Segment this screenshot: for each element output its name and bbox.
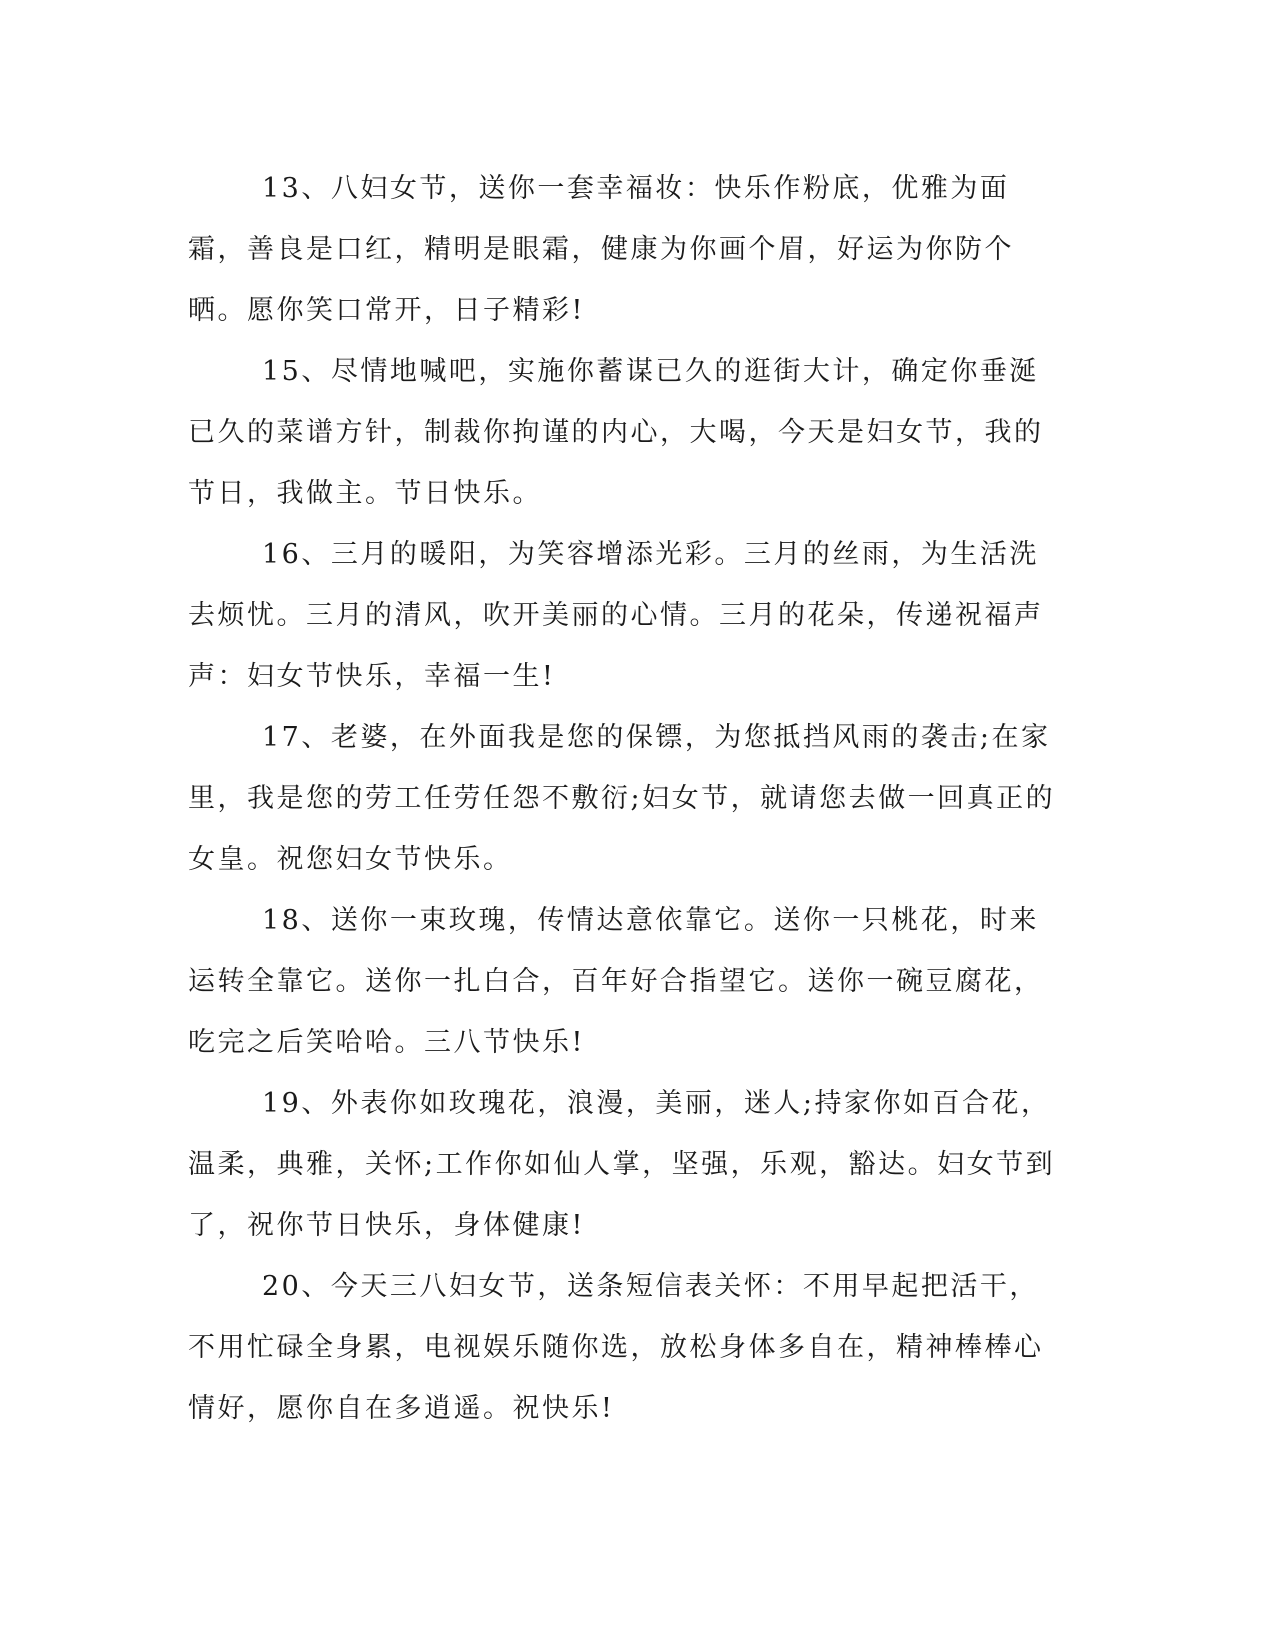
paragraph-15: 15、尽情地喊吧，实施你蓄谋已久的逛街大计，确定你垂涎已久的菜谱方针，制裁你拘谨的内心，大喝，今天是妇女节，我的节日，我做主。节日快乐。 [188, 356, 1044, 509]
paragraph-16: 16、三月的暖阳，为笑容增添光彩。三月的丝雨，为生活洗去烦忧。三月的清风，吹开美丽的心情。三月的花朵，传递祝福声声：妇女节快乐，幸福一生! [188, 539, 1044, 692]
paragraph-20: 20、今天三八妇女节，送条短信表关怀：不用早起把活干，不用忙碌全身累，电视娱乐随你选，放松身体多自在，精神棒棒心情好，愿你自在多逍遥。祝快乐! [188, 1271, 1044, 1424]
document-body [188, 158, 1068, 1439]
paragraph-17: 17、老婆，在外面我是您的保镖，为您抵挡风雨的袭击;在家里，我是您的劳工任劳任怨不敷衍;妇女节，就请您去做一回真正的女皇。祝您妇女节快乐。 [188, 722, 1056, 875]
paragraph-18: 18、送你一束玫瑰，传情达意依靠它。送你一只桃花，时来运转全靠它。送你一扎白合，百年好合指望它。送你一碗豆腐花，吃完之后笑哈哈。三八节快乐! [188, 905, 1044, 1058]
paragraph-19: 19、外表你如玫瑰花，浪漫，美丽，迷人;持家你如百合花，温柔，典雅，关怀;工作你如仙人掌，坚强，乐观，豁达。妇女节到了，祝你节日快乐，身体健康! [188, 1088, 1056, 1241]
paragraph-13: 13、八妇女节，送你一套幸福妆：快乐作粉底，优雅为面霜，善良是口红，精明是眼霜，健康为你画个眉，好运为你防个晒。愿你笑口常开，日子精彩! [188, 173, 1014, 326]
